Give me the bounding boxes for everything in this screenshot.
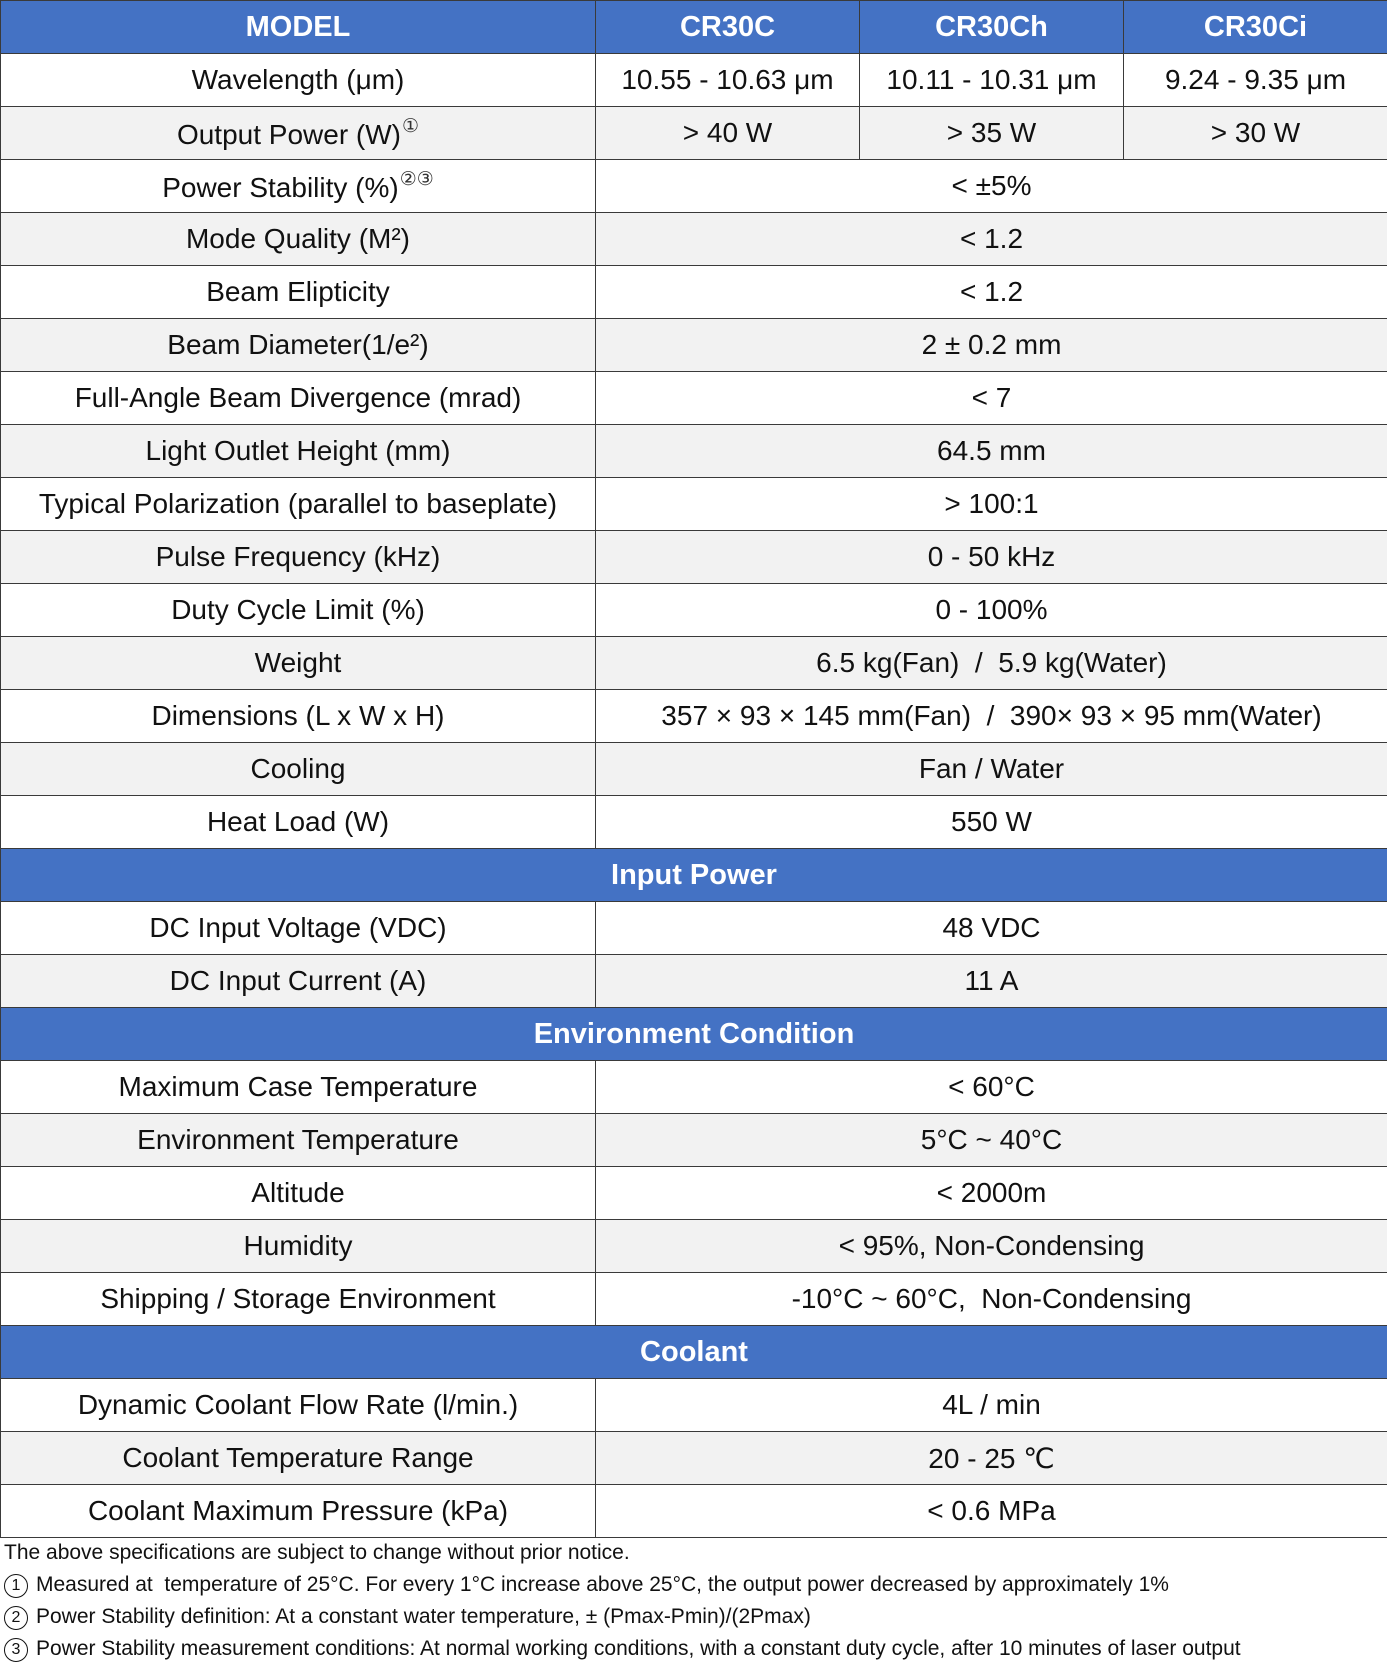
spec-label: Mode Quality (M²) [1,213,596,266]
spec-label-cell [1,160,596,213]
spec-label: Humidity [1,1220,596,1273]
spec-value: Fan / Water [596,743,1387,796]
spec-label: Shipping / Storage Environment [1,1273,596,1326]
spec-value: 2 ± 0.2 mm [596,319,1387,372]
spec-row [1,54,1387,107]
spec-row [1,1273,1387,1326]
spec-row [1,1061,1387,1114]
spec-value: 550 W [596,796,1387,849]
model-cr30ci-header: CR30Ci [1124,1,1387,54]
spec-label-cell [1,107,596,160]
spec-value: 20 - 25 ℃ [596,1432,1387,1485]
footnote-2 [4,1601,1384,1633]
spec-row [1,902,1387,955]
spec-row [1,1167,1387,1220]
spec-label: Weight [1,637,596,690]
spec-row [1,1114,1387,1167]
model-cr30ch-header: CR30Ch [860,1,1124,54]
footnote-number: 1 [4,1574,28,1598]
environment-section-title: Environment Condition [1,1008,1387,1061]
spec-row [1,1379,1387,1432]
spec-label: Output Power (W) [176,119,401,150]
spec-row [1,1432,1387,1485]
coolant-section-title: Coolant [1,1326,1387,1379]
footnote-mark: ① [402,116,420,137]
spec-label: Duty Cycle Limit (%) [1,584,596,637]
spec-row [1,160,1387,213]
footnote-text: Power Stability measurement conditions: At normal working conditions, with a constant duty cycle, after 10 minutes of laser output [36,1637,1241,1660]
model-cr30c-header: CR30C [596,1,860,54]
footnote-3 [4,1633,1384,1665]
spec-label: Environment Temperature [1,1114,596,1167]
spec-row [1,637,1387,690]
spec-row [1,425,1387,478]
spec-value: 64.5 mm [596,425,1387,478]
spec-label: Coolant Temperature Range [1,1432,596,1485]
spec-row [1,319,1387,372]
spec-value: -10°C ~ 60°C, Non-Condensing [596,1273,1387,1326]
spec-value: < 2000m [596,1167,1387,1220]
spec-value: 4L / min [596,1379,1387,1432]
spec-label: Maximum Case Temperature [1,1061,596,1114]
spec-label: DC Input Voltage (VDC) [1,902,596,955]
footnote-mark: ②③ [399,169,434,190]
disclaimer-note: The above specifications are subject to change without prior notice. [4,1541,630,1564]
spec-value: < 0.6 MPa [596,1485,1387,1538]
spec-row [1,955,1387,1008]
spec-label: Beam Elipticity [1,266,596,319]
spec-value-cr30ch: 10.11 - 10.31 μm [860,54,1124,107]
spec-value: < ±5% [596,160,1387,213]
spec-row [1,1485,1387,1538]
spec-row [1,1220,1387,1273]
spec-value-cr30c: 10.55 - 10.63 μm [596,54,860,107]
spec-label: Coolant Maximum Pressure (kPa) [1,1485,596,1538]
spec-label: Dimensions (L x W x H) [1,690,596,743]
spec-row [1,372,1387,425]
spec-label: Dynamic Coolant Flow Rate (l/min.) [1,1379,596,1432]
spec-label: Altitude [1,1167,596,1220]
spec-value: < 60°C [596,1061,1387,1114]
spec-row [1,531,1387,584]
spec-value: < 7 [596,372,1387,425]
footnotes [4,1537,1384,1665]
spec-label: Wavelength (μm) [1,54,596,107]
spec-value-cr30ci: 9.24 - 9.35 μm [1124,54,1387,107]
spec-label: DC Input Current (A) [1,955,596,1008]
header-row [1,1,1387,54]
spec-row [1,743,1387,796]
spec-label: Pulse Frequency (kHz) [1,531,596,584]
environment-section-row [1,1008,1387,1061]
model-header: MODEL [1,1,596,54]
spec-label: Light Outlet Height (mm) [1,425,596,478]
spec-value: 0 - 50 kHz [596,531,1387,584]
spec-value: < 95%, Non-Condensing [596,1220,1387,1273]
spec-label: Cooling [1,743,596,796]
spec-label: Heat Load (W) [1,796,596,849]
spec-label: Power Stability (%) [162,172,399,203]
spec-row [1,213,1387,266]
spec-value: < 1.2 [596,266,1387,319]
footnote-text: Measured at temperature of 25°C. For every 1°C increase above 25°C, the output power decreased by approximately 1% [36,1573,1169,1596]
spec-label: Full-Angle Beam Divergence (mrad) [1,372,596,425]
coolant-section-row [1,1326,1387,1379]
footnote-number: 2 [4,1606,28,1630]
footnote-text: Power Stability definition: At a constant water temperature, ± (Pmax-Pmin)/(2Pmax) [36,1605,811,1628]
spec-value-cr30ch: > 35 W [860,107,1124,160]
spec-row [1,584,1387,637]
spec-value: 0 - 100% [596,584,1387,637]
spec-value: 357 × 93 × 145 mm(Fan) / 390× 93 × 95 mm(Water) [596,690,1387,743]
spec-row [1,266,1387,319]
spec-row [1,478,1387,531]
input-power-section-title: Input Power [1,849,1387,902]
spec-value: 48 VDC [596,902,1387,955]
spec-value: 11 A [596,955,1387,1008]
footnote-number: 3 [4,1638,28,1662]
spec-value-cr30c: > 40 W [596,107,860,160]
footnote-1 [4,1569,1384,1601]
spec-value: 6.5 kg(Fan) / 5.9 kg(Water) [596,637,1387,690]
spec-value: 5°C ~ 40°C [596,1114,1387,1167]
spec-row [1,796,1387,849]
spec-row [1,690,1387,743]
spec-label: Beam Diameter(1/e²) [1,319,596,372]
input-power-section-row [1,849,1387,902]
spec-label: Typical Polarization (parallel to baseplate) [1,478,596,531]
spec-row [1,107,1387,160]
spec-value: < 1.2 [596,213,1387,266]
spec-value: > 100:1 [596,478,1387,531]
spec-value-cr30ci: > 30 W [1124,107,1387,160]
